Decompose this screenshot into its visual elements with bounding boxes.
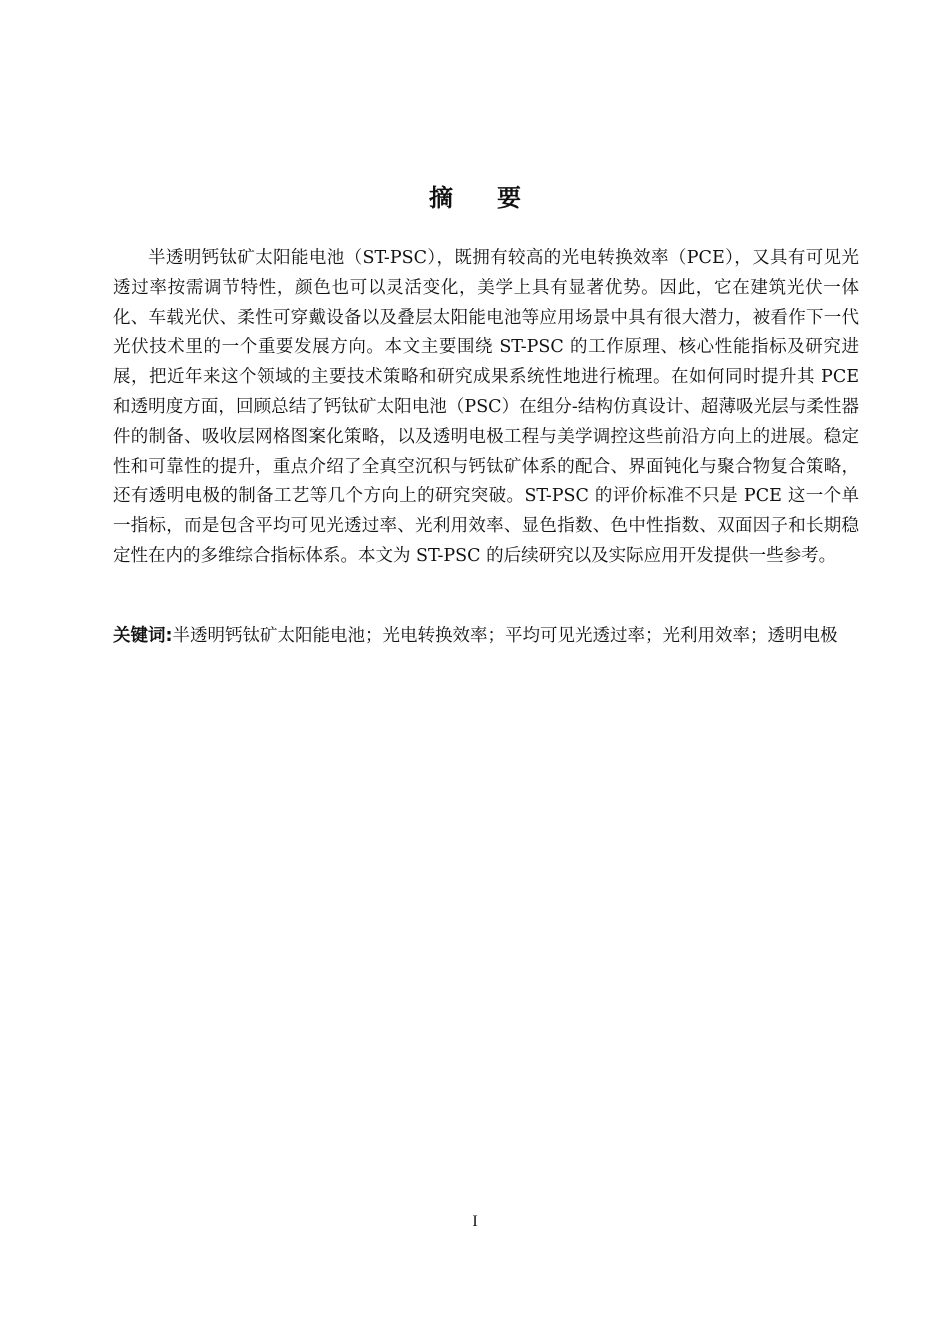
abstract-title-char-1: 摘 — [429, 184, 453, 212]
abstract-title-char-2: 要 — [497, 184, 521, 212]
keywords-label: 关键词: — [113, 626, 173, 646]
keywords-text: 半透明钙钛矿太阳能电池；光电转换效率；平均可见光透过率；光利用效率；透明电极 — [172, 626, 838, 646]
page-number: I — [472, 1213, 478, 1230]
abstract-title — [0, 178, 950, 213]
keywords-line — [113, 622, 859, 652]
abstract-body: 半透明钙钛矿太阳能电池（ST-PSC），既拥有较高的光电转换效率（PCE），又具有可见光透过率按需调节特性，颜色也可以灵活变化，美学上具有显著优势。因此，它在建筑光伏一体化、车载光伏、柔性可穿戴设备以及叠层太阳能电池等应用场景中具有很大潜力，被看作下一代光伏技术里的一个重要发展方向。本文主要围绕 ST-PSC 的工作原理、核心性能指标及研究进展，把近年来这个领域的主要技术策略和研究成果系统性地进行梳理。在如何同时提升其 PCE 和透明度方面，回顾总结了钙钛矿太阳电池（PSC）在组分-结构仿真设计、超薄吸光层与柔性器件的制备、吸收层网格图案化策略，以及透明电极工程与美学调控这些前沿方向上的进展。稳定性和可靠性的提升，重点介绍了全真空沉积与钙钛矿体系的配合、界面钝化与聚合物复合策略，还有透明电极的制备工艺等几个方向上的研究突破。ST-PSC 的评价标准不只是 PCE 这一个单一指标，而是包含平均可见光透过率、光利用效率、显色指数、色中性指数、双面因子和长期稳定性在内的多维综合指标体系。本文为 ST-PSC 的后续研究以及实际应用开发提供一些参考。 — [113, 248, 859, 566]
